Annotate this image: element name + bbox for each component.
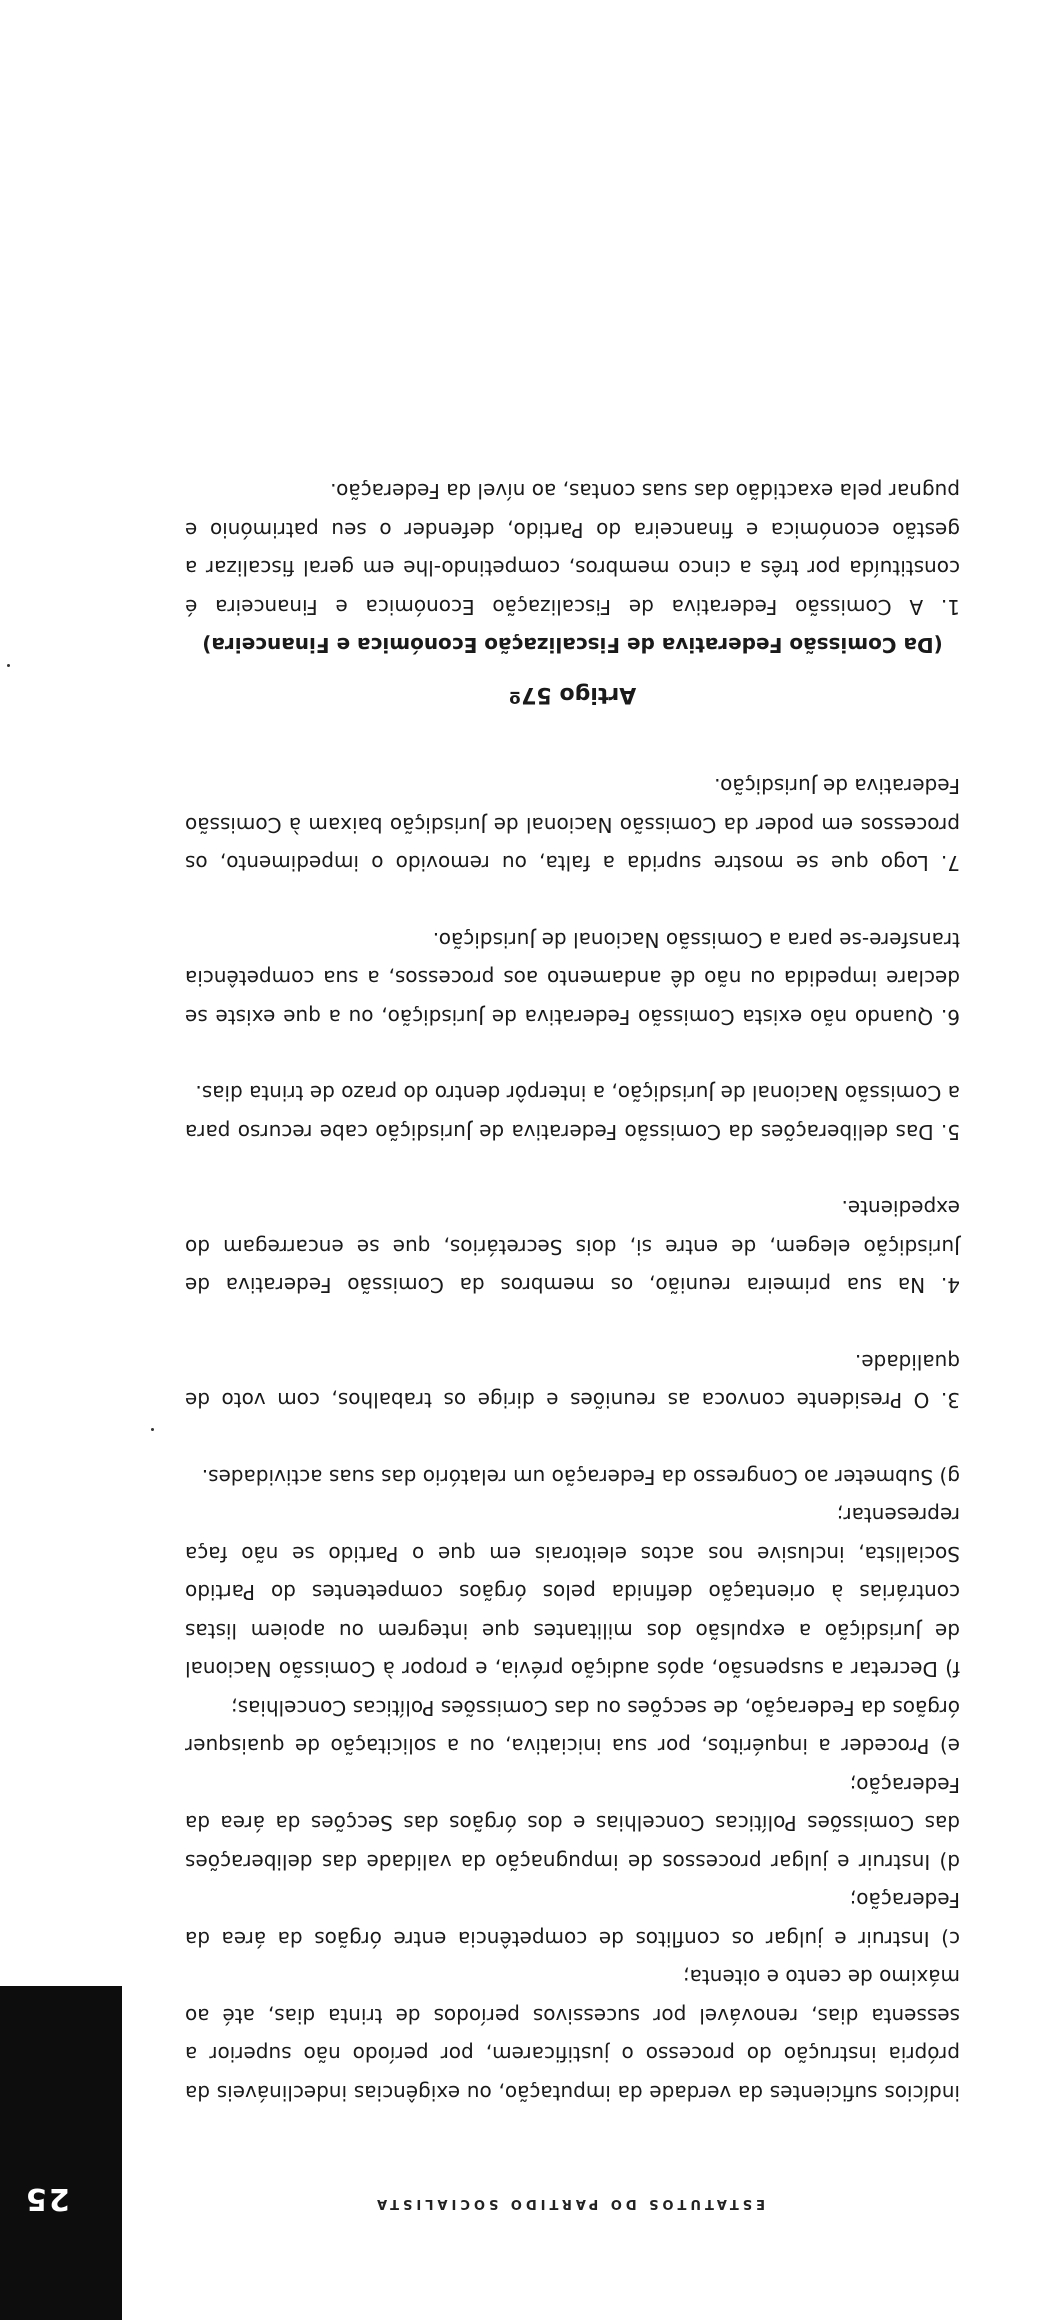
paragraph-3: 3. O Presidente convoca as reuniões e dirige os trabalhos, com voto de qualidade. — [185, 1350, 960, 1413]
page-number: 25 — [24, 2181, 70, 2216]
paragraph-item-f: f) Decretar a suspensão, após audição prévia, e propor à Comissão Nacional de Jurisdição a expulsão dos militantes que integrem ou apoiem listas contrárias à orientação definida pelos órgãos competentes do Partido Socialista, inclusive nos actos eleitorais em que o Partido se não faça representar; — [185, 1503, 960, 1682]
page-number-tab — [0, 1986, 122, 2320]
paragraph-6: 6. Quando não exista Comissão Federativa de Jurisdição, ou a que existe se declare impedida ou não dê andamento aos processos, a sua competência transfere-se para a Comissão Nacional de Jurisdição. — [185, 928, 960, 1029]
paragraph-7: 7. Logo que se mostre suprida a falta, ou removido o impedimento, os processos em poder da Comissão Nacional de Jurisdição baixam à Comissão Federativa de Jurisdição. — [185, 774, 960, 876]
paragraph-5: 5. Das deliberações da Comissão Federativa de Jurisdição cabe recurso para a Comissão Nacional de Jurisdição, a interpôr dentro do prazo de trinta dias. — [185, 1081, 960, 1144]
scan-speck — [7, 664, 10, 667]
paragraph-item-g: g) Submeter ao Congresso da Federação um relatório das suas actividades. — [201, 1465, 960, 1489]
article-subtitle: (Da Comissão Federativa de Fiscalização Económica e Financeira) — [202, 633, 943, 658]
paragraph-item-c: c) Instruir e julgar os conflitos de competência entre órgãos da área da Federação; — [185, 1888, 960, 1951]
body-text — [185, 472, 960, 2112]
paragraph-continuation: indícios suficientes da verdade da imputação, ou exigências indeclináveis da própria instrução do processo o justificarem, por período não superior a sessenta dias, renovável por sucessivos períodos de trinta dias, até ao máximo de cento e oitenta; — [185, 1965, 960, 2105]
paragraph-item-e: e) Proceder a inquéritos, por sua iniciativa, ou a solicitação de quaisquer órgãos da Federação, de secções ou das Comissões Políticas Concelhias; — [185, 1696, 960, 1759]
paragraph-4: 4. Na sua primeira reunião, os membros da Comissão Federativa de Jurisdição elegem, de entre si, dois Secretários, que se encarregam do expediente. — [185, 1196, 960, 1298]
scan-speck — [151, 1428, 154, 1431]
article-heading: Artigo 57º — [508, 682, 637, 707]
running-header: ESTATUTOS DO PARTIDO SOCIALISTA — [373, 2196, 765, 2211]
paragraph-item-d: d) Instruir e julgar processos de impugnação da validade das deliberações das Comissões Políticas Concelhias e dos órgãos das Secções da área da Federação; — [185, 1773, 960, 1874]
article-paragraph-1: 1. A Comissão Federativa de Fiscalização Económica e Financeira é constituída por três a cinco membros, competindo-lhe em geral fiscalizar a gestão económica e financeira do Partido, defender o seu património e pugnar pela exactidão das suas contas, ao nível da Federação. — [185, 479, 960, 619]
